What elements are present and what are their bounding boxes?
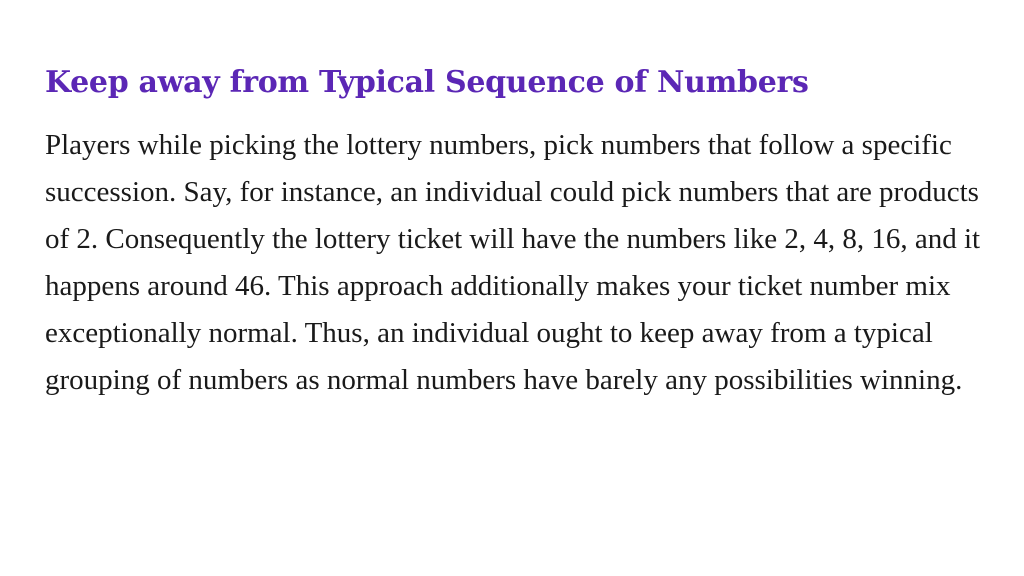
slide-body-paragraph: Players while picking the lottery numbers, pick numbers that follow a specific succession. Say, for instance, an individual could pick numbers that are products of 2. Consequently the lottery ticket will have the numbers like 2, 4, 8, 16, and it happens around 46. This approach additionally makes your ticket number mix exceptionally normal. Thus, an individual ought to keep away from a typical grouping of numbers as normal numbers have barely any possibilities winning. [45,129,981,396]
slide-title: Keep away from Typical Sequence of Numbers [45,65,809,100]
